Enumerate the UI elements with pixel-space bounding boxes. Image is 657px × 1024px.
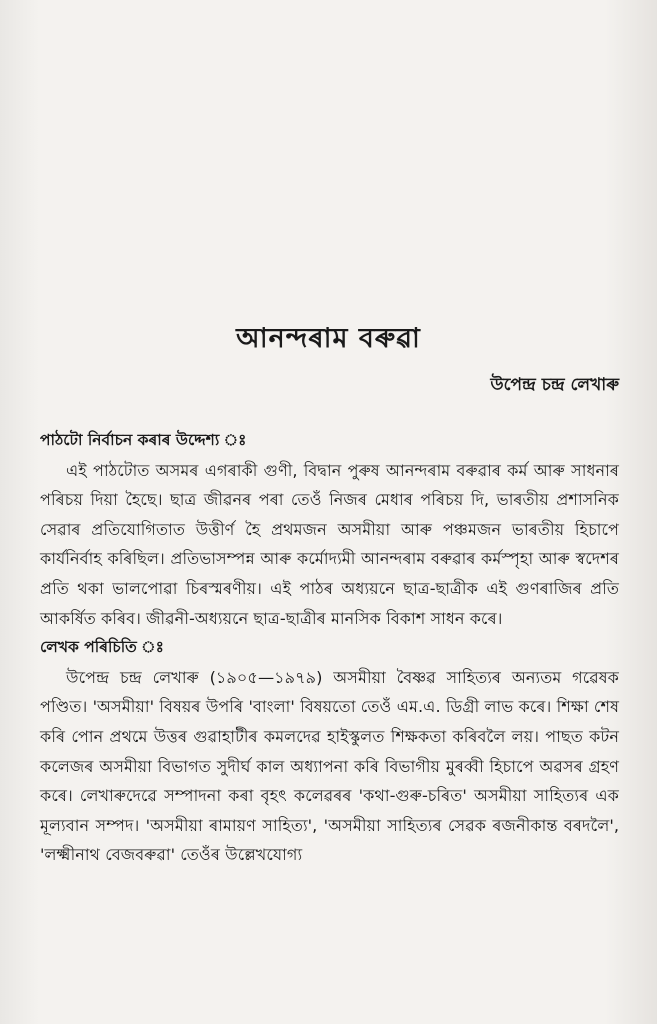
section-text-purpose: এই পাঠটোত অসমৰ এগৰাকী গুণী, বিদ্বান পুৰুষ আনন্দৰাম বৰুৱাৰ কৰ্ম আৰু সাধনাৰ পৰিচয় দিয়া হৈছে। ছাত্ৰ জীৱনৰ পৰা তেওঁ নিজৰ মেধাৰ পৰিচয় দি, ভাৰতীয় প্ৰশাসনিক সেৱাৰ প্ৰতিযোগিতাত উত্তীৰ্ণ হৈ প্ৰথমজন অসমীয়া আৰু পঞ্চমজন ভাৰতীয় হিচাপে কাৰ্যনিৰ্বাহ কৰিছিল। প্ৰতিভাসম্পন্ন আৰু কৰ্মোদ্যমী আনন্দৰাম বৰুৱাৰ কৰ্মস্পৃহা আৰু স্বদেশৰ প্ৰতি থকা ভালপোৱা চিৰস্মৰণীয়। এই পাঠৰ অধ্যয়নে ছাত্ৰ-ছাত্ৰীক এই গুণৰাজিৰ প্ৰতি আকৰ্ষিত কৰিব। জীৱনী-অধ্যয়নে ছাত্ৰ-ছাত্ৰীৰ মানসিক বিকাশ সাধন কৰে। <box>40 460 619 628</box>
chapter-title: আনন্দৰাম বৰুৱা <box>236 323 421 354</box>
author-name: উপেন্দ্ৰ চন্দ্ৰ লেখাৰু <box>490 375 619 395</box>
section-text-author-intro: উপেন্দ্ৰ চন্দ্ৰ লেখাৰু (১৯০৫—১৯৭৯) অসমীয়া বৈষ্ণৱ সাহিত্যৰ অন্যতম গৱেষক পণ্ডিত। 'অসমীয়া' বিষয়ৰ উপৰি 'বাংলা' বিষয়তো তেওঁ এম.এ. ডিগ্ৰী লাভ কৰে। শিক্ষা শেষ কৰি পোন প্ৰথমে উত্তৰ গুৱাহাটীৰ কমলদেৱ হাইস্কুলত শিক্ষকতা কৰিবলৈ লয়। পাছত কটন কলেজৰ অসমীয়া বিভাগত সুদীৰ্ঘ কাল অধ্যাপনা কৰি বিভাগীয় মুৰব্বী হিচাপে অৱসৰ গ্ৰহণ কৰে। লেখাৰুদেৱে সম্পাদনা কৰা বৃহৎ কলেৱৰৰ 'কথা-গুৰু-চৰিত' অসমীয়া সাহিত্যৰ এক মূল্যবান সম্পদ। 'অসমীয়া ৰামায়ণ সাহিত্য', 'অসমীয়া সাহিত্যৰ সেৱক ৰজনীকান্ত বৰদলৈ', 'লক্ষ্মীনাথ বেজবৰুৱা' তেওঁৰ উল্লেখযোগ্য <box>40 667 619 865</box>
section-heading-purpose: পাঠটো নিৰ্বাচন কৰাৰ উদ্দেশ্য ঃ <box>40 431 247 449</box>
page-content <box>40 426 619 870</box>
section-heading-author-intro: লেখক পৰিচিতি ঃ <box>40 638 164 657</box>
